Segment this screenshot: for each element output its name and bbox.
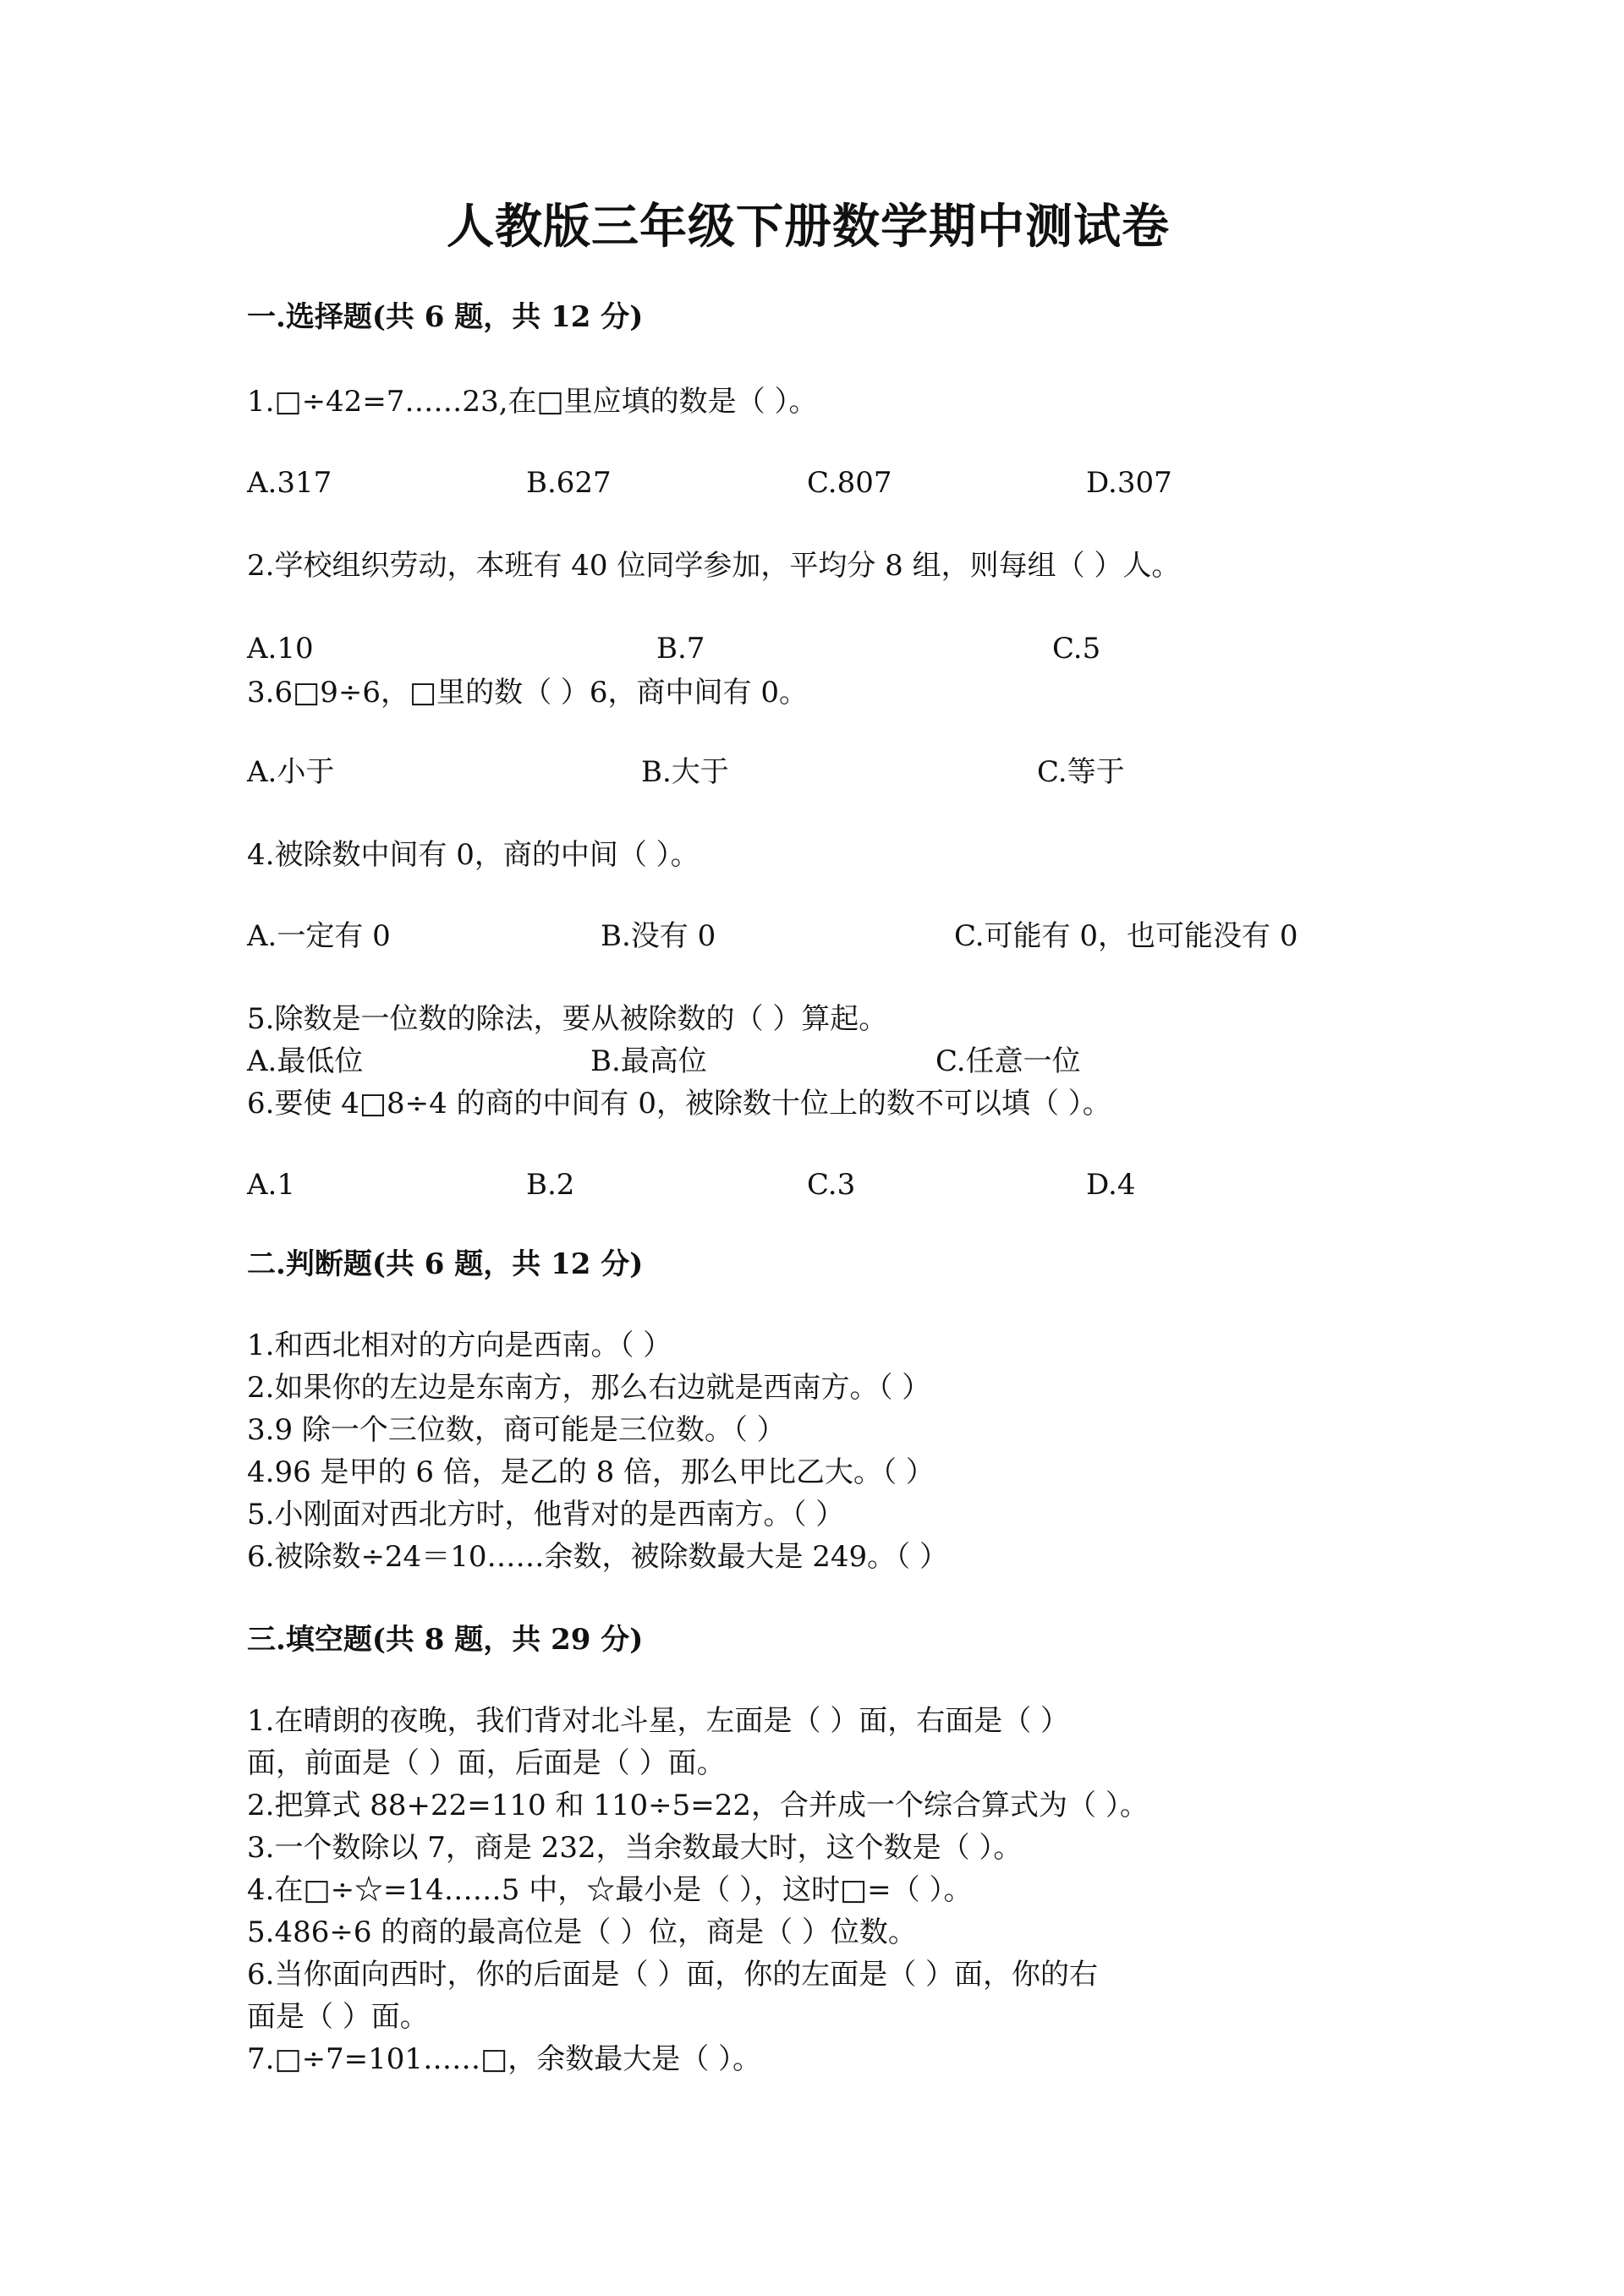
choice-option[interactable]: C.等于 [1037, 755, 1125, 789]
choice-question-4: 4.被除数中间有 0，商的中间（ ）。 [247, 838, 700, 872]
choice-option[interactable]: B.627 [526, 466, 612, 500]
fill-question-3: 3.一个数除以 7，商是 232，当余数最大时，这个数是（ ）。 [247, 1831, 1023, 1865]
section-heading-choice: 一.选择题(共 6 题，共 12 分) [247, 300, 644, 334]
fill-question-5: 5.486÷6 的商的最高位是（ ）位，商是（ ）位数。 [247, 1915, 917, 1949]
choice-option[interactable]: A.10 [247, 632, 314, 666]
judgment-question-5: 5.小刚面对西北方时，他背对的是西南方。（ ） [247, 1498, 845, 1532]
fill-question-6: 6.当你面向西时，你的后面是（ ）面，你的左面是（ ）面，你的右 [247, 1958, 1099, 1992]
judgment-question-4: 4.96 是甲的 6 倍，是乙的 8 倍，那么甲比乙大。（ ） [247, 1455, 935, 1489]
fill-question-7: 7.□÷7=101……□，余数最大是（ ）。 [247, 2042, 761, 2076]
choice-option[interactable]: B.7 [656, 632, 705, 666]
page-title: 人教版三年级下册数学期中测试卷 [447, 199, 1170, 255]
choice-question-2: 2.学校组织劳动，本班有 40 位同学参加，平均分 8 组，则每组（ ）人。 [247, 549, 1181, 583]
choice-option[interactable]: A.小于 [247, 755, 335, 789]
choice-question-1: 1.□÷42=7……23,在□里应填的数是（ ）。 [247, 385, 818, 419]
choice-option[interactable]: A.317 [247, 466, 332, 500]
choice-option[interactable]: D.307 [1086, 466, 1172, 500]
choice-option[interactable]: A.最低位 [247, 1044, 364, 1078]
choice-option[interactable]: C.807 [807, 466, 892, 500]
judgment-question-6: 6.被除数÷24＝10……余数，被除数最大是 249。（ ） [247, 1540, 948, 1574]
section-heading-judgment: 二.判断题(共 6 题，共 12 分) [247, 1247, 644, 1281]
choice-option[interactable]: C.3 [807, 1168, 856, 1202]
fill-question-2: 2.把算式 88+22=110 和 110÷5=22，合并成一个综合算式为（ ）。 [247, 1789, 1149, 1822]
fill-question-6-cont: 面是（ ）面。 [247, 2000, 429, 2034]
choice-option[interactable]: B.2 [526, 1168, 575, 1202]
choice-option[interactable]: C.任意一位 [935, 1044, 1081, 1078]
choice-question-5: 5.除数是一位数的除法，要从被除数的（ ）算起。 [247, 1002, 888, 1036]
choice-option[interactable]: A.1 [247, 1168, 295, 1202]
choice-option[interactable]: B.最高位 [590, 1044, 707, 1078]
fill-question-1-cont: 面，前面是（ ）面，后面是（ ）面。 [247, 1746, 726, 1780]
choice-option[interactable]: B.大于 [641, 755, 729, 789]
fill-question-4: 4.在□÷☆=14……5 中，☆最小是（ ），这时□=（ ）。 [247, 1873, 973, 1907]
choice-option[interactable]: B.没有 0 [601, 919, 716, 953]
section-heading-fill: 三.填空题(共 8 题，共 29 分) [247, 1623, 644, 1657]
choice-option[interactable]: C.可能有 0，也可能没有 0 [954, 919, 1298, 953]
judgment-question-3: 3.9 除一个三位数，商可能是三位数。（ ） [247, 1413, 786, 1447]
fill-question-1: 1.在晴朗的夜晚，我们背对北斗星，左面是（ ）面，右面是（ ） [247, 1704, 1070, 1738]
choice-option[interactable]: A.一定有 0 [247, 919, 391, 953]
choice-option[interactable]: D.4 [1086, 1168, 1136, 1202]
judgment-question-1: 1.和西北相对的方向是西南。（ ） [247, 1329, 672, 1362]
choice-question-6: 6.要使 4□8÷4 的商的中间有 0，被除数十位上的数不可以填（ ）。 [247, 1087, 1111, 1121]
choice-question-3: 3.6□9÷6，□里的数（ ）6，商中间有 0。 [247, 676, 808, 710]
judgment-question-2: 2.如果你的左边是东南方，那么右边就是西南方。（ ） [247, 1371, 931, 1405]
choice-option[interactable]: C.5 [1052, 632, 1101, 666]
